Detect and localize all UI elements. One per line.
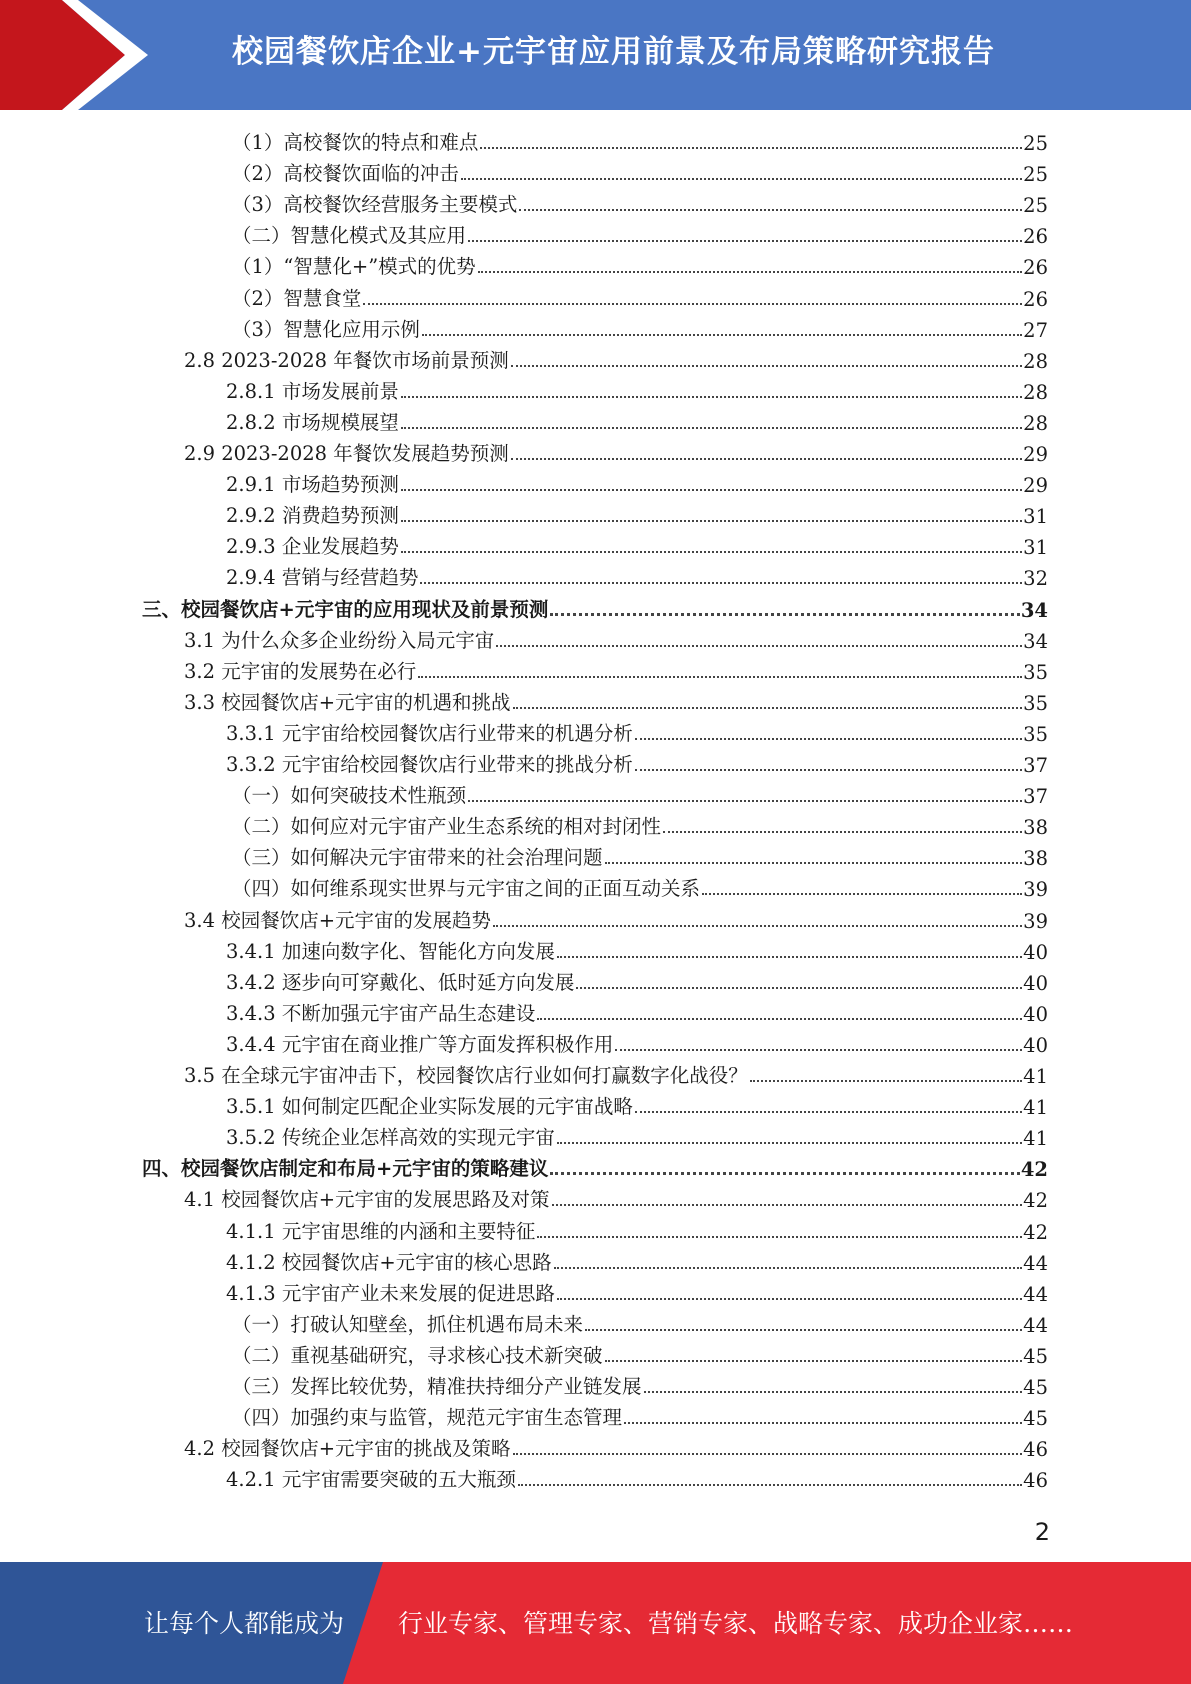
toc-entry-page: 40 [1023, 1033, 1048, 1057]
toc-entry[interactable] [142, 1153, 1048, 1181]
toc-entry-title: 4.2 校园餐饮店+元宇宙的挑战及策略 [184, 1437, 511, 1461]
toc-dot-leader [557, 956, 1022, 958]
toc-entry[interactable] [184, 438, 1048, 466]
toc-entry-page: 46 [1023, 1438, 1048, 1462]
toc-entry-title: 3.4.2 逐步向可穿戴化、低时延方向发展 [226, 970, 575, 994]
toc-entry-title: 2.8 2023-2028 年餐饮市场前景预测 [184, 348, 509, 372]
toc-entry[interactable] [184, 1184, 1048, 1212]
toc-entry-page: 32 [1023, 567, 1048, 591]
report-title: 校园餐饮店企业+元宇宙应用前景及布局策略研究报告 [232, 34, 995, 70]
toc-entry-page: 25 [1023, 132, 1048, 155]
toc-entry[interactable] [226, 562, 1048, 590]
toc-entry-title: 2.9 2023-2028 年餐饮发展趋势预测 [184, 442, 509, 465]
toc-entry-page: 37 [1023, 754, 1048, 777]
toc-dot-leader [401, 551, 1022, 553]
toc-dot-leader [557, 1142, 1022, 1144]
toc-dot-leader [496, 645, 1022, 647]
toc-dot-leader [624, 1422, 1022, 1424]
toc-dot-leader [513, 1453, 1023, 1455]
toc-entry-title: （四）如何维系现实世界与元宇宙之间的正面互动关系 [232, 877, 701, 901]
toc-entry-title: 3.1 为什么众多企业纷纷入局元宇宙 [184, 628, 495, 652]
toc-dot-leader [557, 1298, 1022, 1300]
toc-entry-page: 35 [1023, 722, 1048, 746]
header-banner [0, 0, 1191, 110]
toc-entry[interactable] [226, 500, 1048, 528]
toc-dot-leader [519, 209, 1022, 211]
toc-entry-page: 31 [1023, 505, 1048, 529]
toc-entry-title: 3.5.2 传统企业怎样高效的实现元宇宙 [226, 1126, 555, 1150]
toc-entry[interactable] [232, 251, 1048, 279]
toc-dot-leader [537, 1236, 1022, 1238]
toc-entry[interactable] [184, 1060, 1048, 1088]
toc-entry[interactable] [226, 531, 1048, 559]
toc-dot-leader [493, 925, 1022, 927]
toc-entry[interactable] [184, 687, 1048, 715]
toc-entry-page: 29 [1023, 474, 1048, 498]
toc-entry-title: 3.4.1 加速向数字化、智能化方向发展 [226, 939, 555, 963]
toc-entry-title: 3.2 元宇宙的发展势在必行 [184, 659, 417, 683]
toc-entry[interactable] [232, 127, 1048, 155]
toc-dot-leader [605, 1360, 1023, 1362]
toc-entry[interactable] [232, 158, 1048, 186]
toc-dot-leader [615, 1049, 1022, 1051]
toc-entry-title: （3）高校餐饮经营服务主要模式 [232, 193, 518, 217]
page-number: 2 [1034, 1518, 1050, 1546]
toc-entry-title: 四、校园餐饮店制定和布局+元宇宙的策略建议 [142, 1157, 549, 1181]
toc-dot-leader [478, 271, 1022, 273]
toc-entry-title: 2.9.2 消费趋势预测 [226, 504, 399, 528]
toc-entry[interactable] [142, 594, 1048, 622]
toc-entry[interactable] [232, 1340, 1048, 1368]
toc-entry-page: 28 [1023, 411, 1048, 435]
toc-dot-leader [401, 520, 1022, 522]
toc-entry-title: 4.1 校园餐饮店+元宇宙的发展思路及对策 [184, 1188, 550, 1212]
toc-dot-leader [552, 1204, 1023, 1206]
toc-dot-leader [550, 613, 1020, 616]
toc-dot-leader [511, 365, 1022, 367]
toc-entry[interactable] [226, 1464, 1048, 1492]
toc-entry-page: 41 [1023, 1065, 1048, 1088]
toc-entry[interactable] [226, 749, 1048, 777]
toc-entry-title: 2.8.2 市场规模展望 [226, 410, 399, 434]
toc-entry-title: （三）如何解决元宇宙带来的社会治理问题 [232, 846, 603, 870]
toc-entry-title: 3.4.3 不断加强元宇宙产品生态建设 [226, 1001, 536, 1025]
toc-entry-title: 3.4 校园餐饮店+元宇宙的发展趋势 [184, 908, 492, 932]
toc-dot-leader [635, 738, 1022, 740]
toc-entry[interactable] [232, 189, 1048, 217]
toc-entry-page: 42 [1020, 1158, 1048, 1182]
toc-entry[interactable] [226, 1247, 1048, 1275]
toc-entry-title: 2.9.3 企业发展趋势 [226, 535, 399, 559]
toc-entry[interactable] [232, 1402, 1048, 1430]
toc-entry[interactable] [232, 220, 1048, 248]
toc-entry-title: （一）打破认知壁垒，抓住机遇布局未来 [232, 1312, 584, 1336]
toc-entry[interactable] [226, 1029, 1048, 1057]
toc-entry[interactable] [226, 1091, 1048, 1119]
toc-dot-leader [461, 178, 1022, 180]
toc-entry-page: 42 [1023, 1220, 1048, 1244]
toc-entry-page: 29 [1023, 443, 1048, 466]
toc-entry-page: 45 [1023, 1407, 1048, 1431]
toc-entry-page: 46 [1023, 1469, 1048, 1493]
toc-entry-title: （一）如何突破技术性瓶颈 [232, 784, 467, 808]
toc-entry-page: 42 [1023, 1189, 1048, 1213]
toc-entry-page: 28 [1023, 349, 1048, 373]
toc-entry-page: 45 [1023, 1344, 1048, 1368]
toc-dot-leader [401, 489, 1022, 491]
toc-entry-page: 40 [1023, 971, 1048, 995]
toc-entry[interactable] [184, 345, 1048, 373]
toc-entry-page: 35 [1023, 691, 1048, 715]
toc-dot-leader [605, 862, 1023, 864]
toc-entry-page: 41 [1023, 1096, 1048, 1120]
toc-entry[interactable] [226, 1278, 1048, 1306]
toc-entry-page: 40 [1023, 940, 1048, 964]
toc-entry[interactable] [232, 283, 1048, 311]
toc-entry[interactable] [226, 376, 1048, 404]
toc-entry-title: （二）重视基础研究，寻求核心技术新突破 [232, 1343, 603, 1367]
toc-entry-page: 44 [1023, 1313, 1048, 1337]
toc-entry[interactable] [232, 780, 1048, 808]
toc-entry[interactable] [226, 1122, 1048, 1150]
toc-dot-leader [663, 831, 1022, 833]
toc-dot-leader [401, 396, 1022, 398]
toc-dot-leader [513, 707, 1023, 709]
toc-entry-title: （2）智慧食堂 [232, 286, 362, 310]
toc-entry-title: （2）高校餐饮面临的冲击 [232, 162, 459, 186]
toc-entry-page: 26 [1023, 225, 1048, 249]
toc-dot-leader [518, 1484, 1022, 1486]
toc-dot-leader [401, 427, 1022, 429]
toc-entry-page: 39 [1023, 909, 1048, 933]
toc-entry-title: 3.3.2 元宇宙给校园餐饮店行业带来的挑战分析 [226, 753, 633, 776]
toc-entry[interactable] [232, 1309, 1048, 1337]
toc-entry-page: 26 [1023, 256, 1048, 280]
toc-entry[interactable] [232, 314, 1048, 342]
toc-entry-page: 45 [1023, 1376, 1048, 1399]
toc-entry-title: 4.1.2 校园餐饮店+元宇宙的核心思路 [226, 1250, 552, 1274]
toc-entry[interactable] [184, 1433, 1048, 1461]
toc-entry-title: 4.2.1 元宇宙需要突破的五大瓶颈 [226, 1468, 516, 1492]
toc-entry-title: （3）智慧化应用示例 [232, 317, 420, 341]
toc-entry-page: 34 [1023, 629, 1048, 653]
toc-entry-title: 4.1.3 元宇宙产业未来发展的促进思路 [226, 1281, 555, 1305]
toc-dot-leader [750, 1080, 1022, 1082]
toc-entry[interactable] [226, 967, 1048, 995]
toc-entry[interactable] [226, 936, 1048, 964]
toc-entry-page: 28 [1023, 380, 1048, 404]
toc-dot-leader [644, 1391, 1023, 1393]
footer-slogan-left: 让每个人都能成为 [144, 1609, 345, 1638]
toc-entry-page: 40 [1023, 1002, 1048, 1026]
toc-entry-page: 38 [1023, 816, 1048, 840]
toc-dot-leader [537, 1018, 1022, 1020]
toc-entry-page: 25 [1023, 163, 1048, 187]
toc-dot-leader [480, 147, 1022, 149]
toc-dot-leader [468, 800, 1022, 802]
toc-entry-page: 35 [1023, 660, 1048, 684]
toc-entry-title: 3.3.1 元宇宙给校园餐饮店行业带来的机遇分析 [226, 721, 633, 745]
toc-dot-leader [550, 1172, 1020, 1175]
toc-dot-leader [635, 1111, 1022, 1113]
toc-entry[interactable] [232, 842, 1048, 870]
toc-entry-title: （二）如何应对元宇宙产业生态系统的相对封闭性 [232, 815, 662, 839]
toc-dot-leader [635, 769, 1022, 771]
toc-dot-leader [418, 676, 1022, 678]
toc-dot-leader [585, 1329, 1022, 1331]
toc-entry-title: （1）“智慧化+”模式的优势 [232, 255, 476, 279]
toc-entry-title: （二）智慧化模式及其应用 [232, 224, 467, 248]
toc-entry[interactable] [226, 998, 1048, 1026]
toc-entry[interactable] [232, 873, 1048, 901]
toc-entry-title: 3.5.1 如何制定匹配企业实际发展的元宇宙战略 [226, 1095, 633, 1119]
toc-entry-page: 37 [1023, 785, 1048, 809]
toc-entry[interactable] [226, 718, 1048, 746]
toc-entry-page: 39 [1023, 878, 1048, 902]
toc-entry[interactable] [226, 1216, 1048, 1244]
toc-entry-page: 38 [1023, 847, 1048, 871]
toc-entry-title: （1）高校餐饮的特点和难点 [232, 131, 479, 154]
toc-entry[interactable] [184, 656, 1048, 684]
footer-slogan-right: 行业专家、管理专家、营销专家、战略专家、成功企业家…… [398, 1609, 1074, 1638]
toc-entry[interactable] [226, 407, 1048, 435]
toc-dot-leader [420, 582, 1022, 584]
toc-dot-leader [702, 893, 1022, 895]
toc-dot-leader [576, 987, 1022, 989]
toc-entry[interactable] [184, 905, 1048, 933]
toc-entry[interactable] [226, 469, 1048, 497]
toc-entry-title: （三）发挥比较优势，精准扶持细分产业链发展 [232, 1375, 642, 1398]
footer-banner [0, 1562, 1191, 1684]
toc-entry[interactable] [232, 811, 1048, 839]
toc-dot-leader [511, 458, 1022, 460]
toc-entry-title: 三、校园餐饮店+元宇宙的应用现状及前景预测 [142, 597, 549, 621]
toc-entry-title: 2.9.1 市场趋势预测 [226, 473, 399, 497]
toc-entry[interactable] [232, 1371, 1048, 1399]
toc-entry-title: （四）加强约束与监管，规范元宇宙生态管理 [232, 1406, 623, 1430]
toc-dot-leader [422, 334, 1022, 336]
toc-entry-page: 34 [1020, 598, 1048, 622]
toc-entry-title: 3.3 校园餐饮店+元宇宙的机遇和挑战 [184, 690, 511, 714]
toc-entry-title: 2.9.4 营销与经营趋势 [226, 566, 419, 590]
toc-dot-leader [468, 240, 1022, 242]
toc-entry-page: 26 [1023, 287, 1048, 311]
toc-entry-page: 31 [1023, 536, 1048, 560]
toc-entry-page: 44 [1023, 1251, 1048, 1275]
toc-dot-leader [554, 1267, 1023, 1269]
toc-entry-page: 25 [1023, 194, 1048, 218]
toc-entry-page: 27 [1023, 318, 1048, 342]
toc-entry-title: 4.1.1 元宇宙思维的内涵和主要特征 [226, 1219, 536, 1243]
toc-dot-leader [363, 303, 1022, 305]
toc-entry-page: 41 [1023, 1127, 1048, 1151]
toc-entry-page: 44 [1023, 1282, 1048, 1306]
toc-entry[interactable] [184, 625, 1048, 653]
toc-entry-title: 3.4.4 元宇宙在商业推广等方面发挥积极作用 [226, 1032, 614, 1056]
toc-entry-title: 3.5 在全球元宇宙冲击下，校园餐饮店行业如何打赢数字化战役？ [184, 1064, 748, 1087]
toc-entry-title: 2.8.1 市场发展前景 [226, 379, 399, 403]
